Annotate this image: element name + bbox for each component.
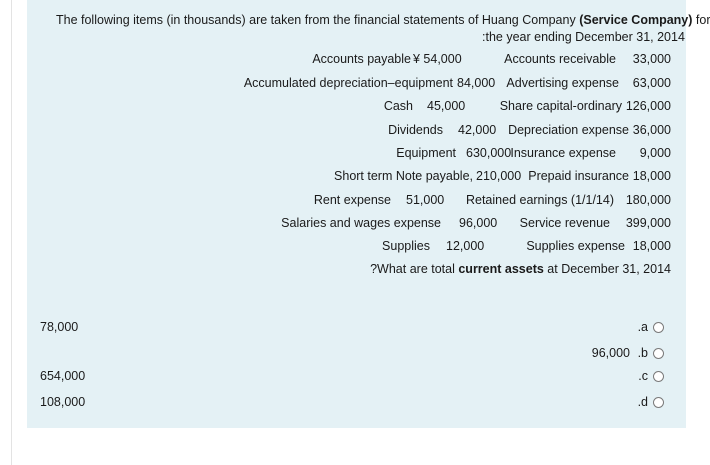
salaries-label: Salaries and wages expense [281,216,441,230]
salaries-value: 96,000 [459,216,498,230]
question-intro-line-2: :the year ending December 31, 2014 [482,30,685,44]
supplies-expense-label: Supplies expense [526,239,625,253]
option-a-letter: .a [637,320,648,334]
accounts-receivable-label: Accounts receivable [504,52,616,66]
prepaid-insurance-value: 18,000 [632,169,671,183]
retained-earnings-value: 180,000 [625,193,671,207]
prompt-bold: current assets [458,262,544,276]
short-term-note-label: Short term Note payable, [334,169,473,183]
advertising-expense-value: 63,000 [632,76,671,90]
equipment-label: Equipment [396,146,456,160]
intro-text: The following items (in thousands) are taken from the financial statements of Huang Company [56,13,580,27]
option-d-text: 108,000 [40,395,86,409]
supplies-expense-value: 18,000 [632,239,671,253]
option-c-text: 654,000 [40,369,86,383]
intro-bold: (Service Company) [579,13,693,27]
option-b-radio[interactable] [653,348,664,359]
accumulated-depreciation-value: 84,000 [457,76,496,90]
depreciation-expense-value: 36,000 [632,123,671,137]
retained-earnings-label: Retained earnings (1/1/14) [465,193,614,207]
option-b-text: 96,000 [591,346,630,360]
option-a-radio[interactable] [653,322,664,333]
option-a-text: 78,000 [40,320,79,334]
accounts-payable-value: ¥ 54,000 [413,52,462,66]
share-capital-label: Share capital-ordinary [499,99,622,113]
insurance-expense-value: 9,000 [639,146,671,160]
accounts-payable-label: Accounts payable [312,52,411,66]
intro-after: for [692,13,710,27]
option-d-letter: .d [637,395,648,409]
equipment-value: 630,000 [466,146,512,160]
service-revenue-label: Service revenue [519,216,610,230]
supplies-label: Supplies [382,239,430,253]
advertising-expense-label: Advertising expense [506,76,619,90]
prompt-text: ?What are total [370,262,459,276]
accumulated-depreciation-label: Accumulated depreciation–equipment [243,76,453,90]
rent-expense-value: 51,000 [406,193,445,207]
option-b-letter: .b [637,346,648,360]
question-prompt [370,262,671,277]
rent-expense-label: Rent expense [313,193,391,207]
accounts-receivable-value: 33,000 [632,52,671,66]
insurance-expense-label: Insurance expense [510,146,616,160]
option-c-letter: .c [638,369,648,383]
question-intro-line-1 [56,13,710,28]
short-term-note-value: 210,000 [476,169,522,183]
left-divider [11,0,12,465]
prepaid-insurance-label: Prepaid insurance [528,169,629,183]
dividends-label: Dividends [388,123,443,137]
option-d-radio[interactable] [653,397,664,408]
prompt-after: at December 31, 2014 [543,262,671,276]
depreciation-expense-label: Depreciation expense [508,123,629,137]
supplies-value: 12,000 [446,239,485,253]
service-revenue-value: 399,000 [625,216,671,230]
option-c-radio[interactable] [653,371,664,382]
cash-label: Cash [383,99,413,113]
cash-value: 45,000 [427,99,466,113]
dividends-value: 42,000 [458,123,497,137]
share-capital-value: 126,000 [625,99,671,113]
